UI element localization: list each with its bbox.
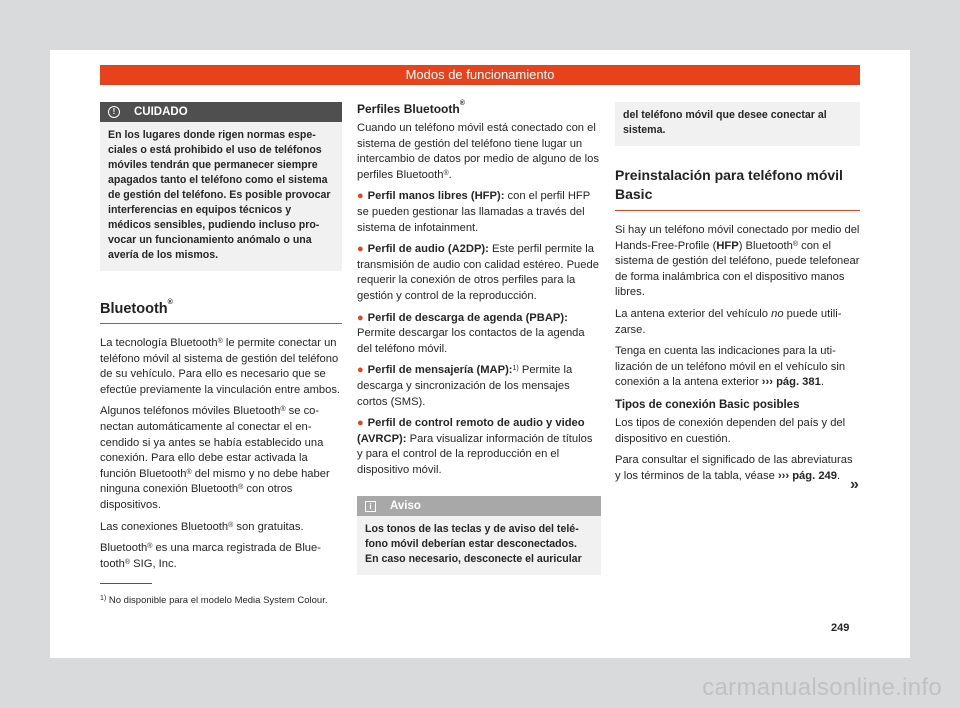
bluetooth-title: Bluetooth®	[100, 301, 342, 324]
page-ref-249[interactable]: ››› pág. 249	[777, 469, 837, 482]
profiles-intro: Cuando un teléfono móvil está conectado con el sistema de gestión del teléfono tiene lugar un intercambio de datos por medio de alguno de los perfiles Bluetooth®.	[357, 122, 599, 181]
continue-mark: »	[850, 476, 859, 493]
bluetooth-paragraph-3: Las conexiones Bluetooth® son gratuitas.	[100, 520, 304, 533]
column-middle	[357, 102, 601, 575]
caution-text: En los lugares donde rigen normas especiales o está prohibido el uso de teléfonos móviles tendrán que permanecer siempre apagados tanto el teléfono como el sistema de gestión del teléfono. Es posible provocar interferencias en equipos técnicos y médicos sensibles, pudiendo incluso provocar un funcionamiento anómalo o una avería de los mismos.	[108, 129, 331, 261]
footnote: $^{1)}$ No disponible para el modelo Media System Colour.	[100, 595, 328, 606]
page-number: 249	[831, 622, 850, 634]
page-ref-381[interactable]: ››› pág. 381	[761, 376, 821, 389]
connection-types-title: Tipos de conexión Basic posibles	[615, 398, 800, 411]
note-text: Los tonos de las teclas y de aviso del teléfono móvil deberían estar desconectados. En caso necesario, desconecte el auricular	[365, 523, 582, 566]
profile-pbap: ● Perfil de descarga de agenda (PBAP): Permite descargar los contactos de la agenda del teléfono móvil.	[357, 311, 585, 355]
basic-paragraph-1: Si hay un teléfono móvil conectado por medio del Hands-Free-Profile (HFP) Bluetooth® con el sistema de gestión del teléfono, puede telefonear de forma inalámbrica con el dispositivo manos libres.	[615, 224, 860, 299]
profile-avrcp: ● Perfil de control remoto de audio y video (AVRCP): Para visualizar información de títulos y para el control de la reproducción en el dispositivo móvil.	[357, 417, 593, 476]
basic-paragraph-2: La antena exterior del vehículo no puede utilizarse.	[615, 307, 842, 336]
watermark: carmanualsonline.info	[702, 674, 942, 701]
note-text-continued: del teléfono móvil que desee conectar al sistema.	[623, 109, 827, 136]
manual-page	[50, 50, 910, 658]
caution-box	[100, 102, 342, 271]
note-box	[357, 496, 601, 575]
bluetooth-paragraph-1: La tecnología Bluetooth® le permite conectar un teléfono móvil al sistema de gestión del teléfono de su vehículo. Para ello es necesario que se efectúe previamente la vinculación entre ambos.	[100, 337, 341, 396]
caution-header	[100, 102, 342, 122]
info-square-icon: i	[365, 501, 376, 512]
note-box-continued	[615, 102, 860, 146]
note-title: Aviso	[390, 500, 421, 513]
bluetooth-paragraph-4: Bluetooth® es una marca registrada de Bluetooth® SIG, Inc.	[100, 542, 321, 570]
note-header	[357, 496, 601, 516]
column-right	[615, 102, 860, 490]
caution-title: CUIDADO	[134, 106, 188, 118]
footnote-divider	[100, 583, 152, 584]
basic-paragraph-5: Para consultar el significado de las abreviaturas y los términos de la tabla, véase ››› pág. 249.	[615, 454, 853, 482]
bluetooth-paragraph-2: Algunos teléfonos móviles Bluetooth® se conectan automáticamente al conectar el encendido si ya antes se había establecido una conexión. Para ello debe estar activada la función Bluetooth® del mismo y no debe haber ninguna conexión Bluetooth® con otros dispositivos.	[100, 405, 330, 511]
profile-a2dp: ● Perfil de audio (A2DP): Este perfil permite la transmisión de audio con calidad estéreo. Puede requerir la conexión de otros perfiles para la gestión y control de la reproducción.	[357, 243, 599, 302]
basic-paragraph-4: Los tipos de conexión dependen del país y del dispositivo en cuestión.	[615, 416, 846, 445]
basic-paragraph-3: Tenga en cuenta las indicaciones para la utilización de un teléfono móvil en el vehículo sin conexión a la antena exterior ››› pág. 381.	[615, 345, 846, 389]
section-header: Modos de funcionamiento	[100, 65, 860, 85]
profiles-title: Perfiles Bluetooth®	[357, 100, 465, 116]
column-left	[100, 102, 342, 578]
profile-map: ● Perfil de mensajería (MAP):$^{1)}$ Permite la descarga y sincronización de los mensajes cortos (SMS).	[357, 364, 573, 408]
profile-hfp: ● Perfil manos libres (HFP): con el perfil HFP se pueden gestionar las llamadas a través del sistema de infotainment.	[357, 190, 591, 234]
basic-title: Preinstalación para teléfono móvil Basic	[615, 166, 860, 211]
exclamation-circle-icon: !	[108, 106, 120, 118]
